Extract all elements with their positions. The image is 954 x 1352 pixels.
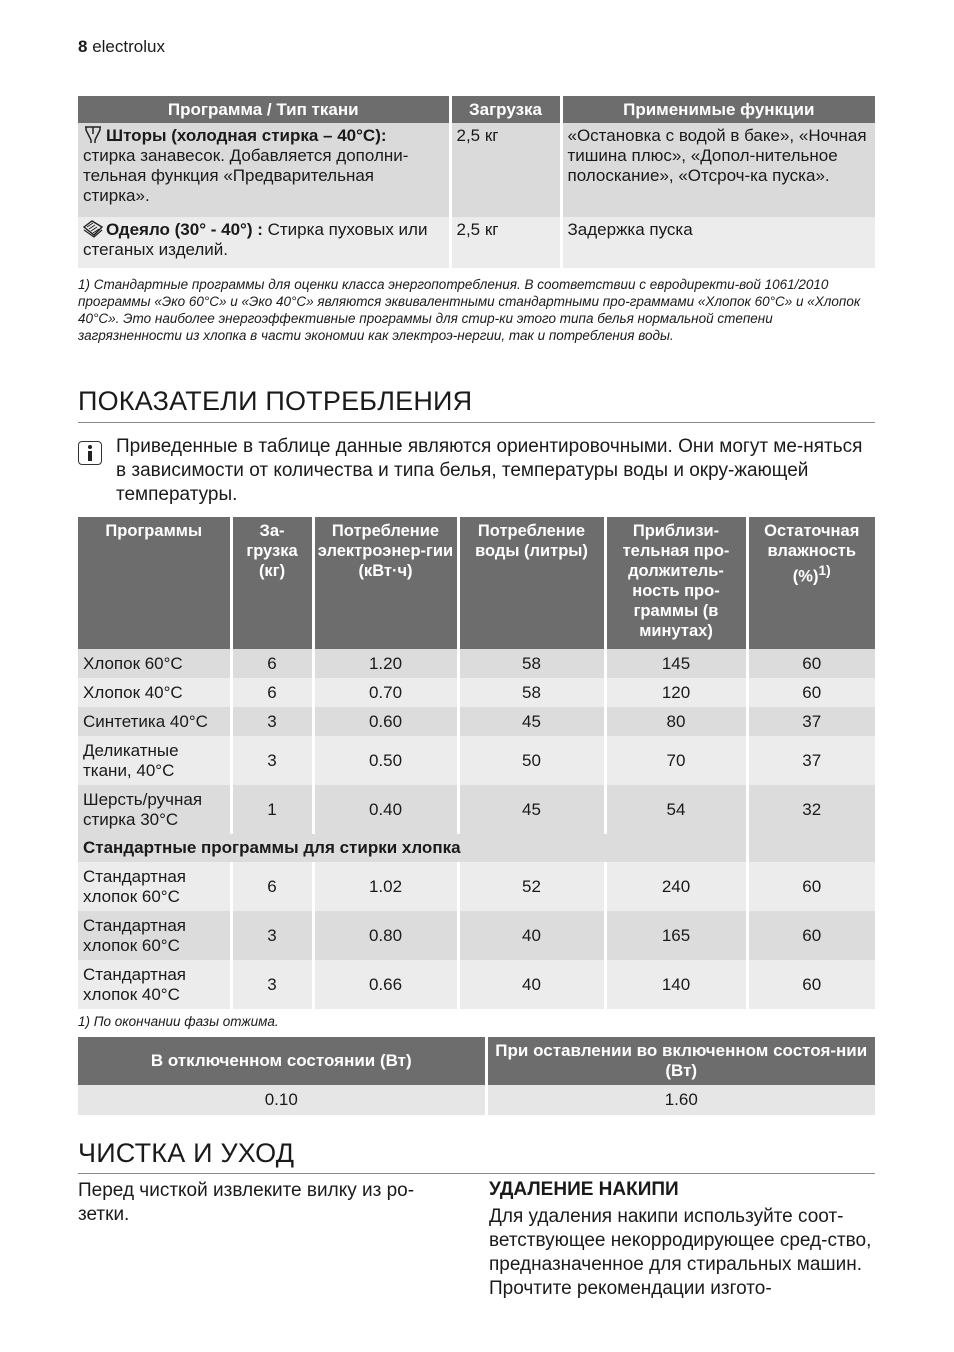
table-row <box>78 707 875 736</box>
load-cell: 2,5 кг <box>450 217 561 268</box>
program-name: Стандартная хлопок 40°C <box>78 960 231 1009</box>
section-label: Стандартные программы для стирки хлопка <box>78 834 747 862</box>
col-header-water: Потребление воды (литры) <box>458 517 605 649</box>
load-value: 3 <box>231 707 313 736</box>
duration-value: 80 <box>605 707 747 736</box>
left-column-text: Перед чисткой извлеките вилку из ро-зетки. <box>78 1180 415 1225</box>
table-row <box>78 862 875 911</box>
col-header-moisture <box>747 517 875 649</box>
moisture-value: 60 <box>747 911 875 960</box>
program-name: Хлопок 40°C <box>78 678 231 707</box>
section-row <box>78 834 875 862</box>
duration-value: 240 <box>605 862 747 911</box>
left-on-value: 1.60 <box>486 1085 875 1115</box>
functions-cell: Задержка пуска <box>561 217 875 268</box>
program-desc: Стирка пуховых или стеганых изделий. <box>83 220 428 259</box>
info-icon <box>78 441 102 465</box>
water-value: 45 <box>458 785 605 834</box>
energy-value: 0.50 <box>313 736 458 785</box>
load-value: 6 <box>231 862 313 911</box>
table-row <box>78 217 875 268</box>
page-header <box>78 37 165 57</box>
energy-value: 0.66 <box>313 960 458 1009</box>
energy-value: 0.40 <box>313 785 458 834</box>
load-value: 3 <box>231 911 313 960</box>
functions-cell: «Остановка с водой в баке», «Ночная тишина плюс», «Допол-нительное полоскание», «Отсроч-ка пуска». <box>561 123 875 217</box>
moisture-value: 37 <box>747 707 875 736</box>
load-value: 6 <box>231 678 313 707</box>
moisture-header-text: Остаточная влажность (%) <box>764 522 860 586</box>
col-header-functions: Применимые функции <box>561 96 875 123</box>
consumption-table <box>78 517 875 1009</box>
footnote-2: 1) По окончании фазы отжима. <box>78 1014 279 1029</box>
energy-value: 0.70 <box>313 678 458 707</box>
col-header-load: Загрузка <box>450 96 561 123</box>
program-title: Одеяло (30° - 40°) : <box>106 220 263 239</box>
section-title-consumption: ПОКАЗАТЕЛИ ПОТРЕБЛЕНИЯ <box>78 386 473 416</box>
moisture-value: 60 <box>747 678 875 707</box>
col-header-off-mode: В отключенном состоянии (Вт) <box>78 1037 486 1085</box>
program-desc: стирка занавесок. Добавляется дополни-тельная функция «Предварительная стирка». <box>83 146 409 205</box>
load-value: 3 <box>231 736 313 785</box>
duration-value: 145 <box>605 649 747 678</box>
section-divider <box>78 422 875 423</box>
duration-value: 165 <box>605 911 747 960</box>
duration-value: 70 <box>605 736 747 785</box>
footnote-ref: 1) <box>818 563 831 578</box>
table-row <box>78 911 875 960</box>
program-name: Стандартная хлопок 60°C <box>78 911 231 960</box>
section-empty-cell <box>747 834 875 862</box>
col-header-programs: Программы <box>78 517 231 649</box>
water-value: 40 <box>458 960 605 1009</box>
duration-value: 54 <box>605 785 747 834</box>
moisture-value: 37 <box>747 736 875 785</box>
moisture-value: 60 <box>747 649 875 678</box>
water-value: 50 <box>458 736 605 785</box>
section-title-care: ЧИСТКА И УХОД <box>78 1138 295 1168</box>
load-value: 3 <box>231 960 313 1009</box>
info-note: Приведенные в таблице данные являются ориентировочными. Они могут ме-няться в зависимости от количества и типа белья, температуры воды и окру-жающей температуры. <box>116 436 863 505</box>
water-value: 52 <box>458 862 605 911</box>
page-number: 8 <box>78 37 88 56</box>
table-row <box>78 785 875 834</box>
duvet-icon <box>83 220 103 238</box>
water-value: 58 <box>458 678 605 707</box>
table-row <box>78 736 875 785</box>
energy-value: 0.80 <box>313 911 458 960</box>
program-name: Шерсть/ручная стирка 30°C <box>78 785 231 834</box>
col-header-energy: Потребление электроэнер-гии (кВт·ч) <box>313 517 458 649</box>
duration-value: 140 <box>605 960 747 1009</box>
program-name: Синтетика 40°C <box>78 707 231 736</box>
power-table <box>78 1037 875 1115</box>
water-value: 40 <box>458 911 605 960</box>
program-name: Деликатные ткани, 40°C <box>78 736 231 785</box>
energy-value: 1.20 <box>313 649 458 678</box>
load-value: 1 <box>231 785 313 834</box>
table-row <box>78 649 875 678</box>
section-divider <box>78 1173 875 1174</box>
col-header-duration: Приблизи-тельная про-должитель-ность про-граммы (в минутах) <box>605 517 747 649</box>
program-cell <box>78 123 450 217</box>
footnote-1: 1) Стандартные программы для оценки класса энергопотребления. В соответствии с евродиректи-вой 1061/2010 программы «Эко 60°C» и «Эко 40°C» являются эквивалентными стандартными про-граммами «Хлопок 60°C» и «Хлопок 40°C». Это наиболее энергоэффективные программы для стир-ки этого типа белья нормальной степени загрязненности из хлопка в части экономии как электроэ-нергии, так и потребления воды. <box>78 277 861 343</box>
program-name: Стандартная хлопок 60°C <box>78 862 231 911</box>
curtains-icon <box>83 126 103 144</box>
col-header-load: За-грузка (кг) <box>231 517 313 649</box>
off-mode-value: 0.10 <box>78 1085 486 1115</box>
moisture-value: 60 <box>747 862 875 911</box>
table-row <box>78 960 875 1009</box>
brand-name: electrolux <box>92 37 165 56</box>
water-value: 45 <box>458 707 605 736</box>
moisture-value: 60 <box>747 960 875 1009</box>
table-row <box>78 123 875 217</box>
col-header-program: Программа / Тип ткани <box>78 96 450 123</box>
energy-value: 0.60 <box>313 707 458 736</box>
table-row <box>78 678 875 707</box>
program-title: Шторы (холодная стирка – 40°C): <box>106 126 387 145</box>
water-value: 58 <box>458 649 605 678</box>
load-value: 6 <box>231 649 313 678</box>
moisture-value: 32 <box>747 785 875 834</box>
col-header-left-on: При оставлении во включенном состоя-нии (Вт) <box>486 1037 875 1085</box>
descaling-text: Для удаления накипи используйте соот-ветствующее некорродирующее сред-ство, предназначенное для стиральных машин. Прочтите рекомендации изгото- <box>489 1206 872 1299</box>
program-cell <box>78 217 450 268</box>
program-name: Хлопок 60°C <box>78 649 231 678</box>
descaling-heading: УДАЛЕНИЕ НАКИПИ <box>489 1179 679 1200</box>
programs-table <box>78 96 875 268</box>
duration-value: 120 <box>605 678 747 707</box>
table-row <box>78 1085 875 1115</box>
energy-value: 1.02 <box>313 862 458 911</box>
load-cell: 2,5 кг <box>450 123 561 217</box>
